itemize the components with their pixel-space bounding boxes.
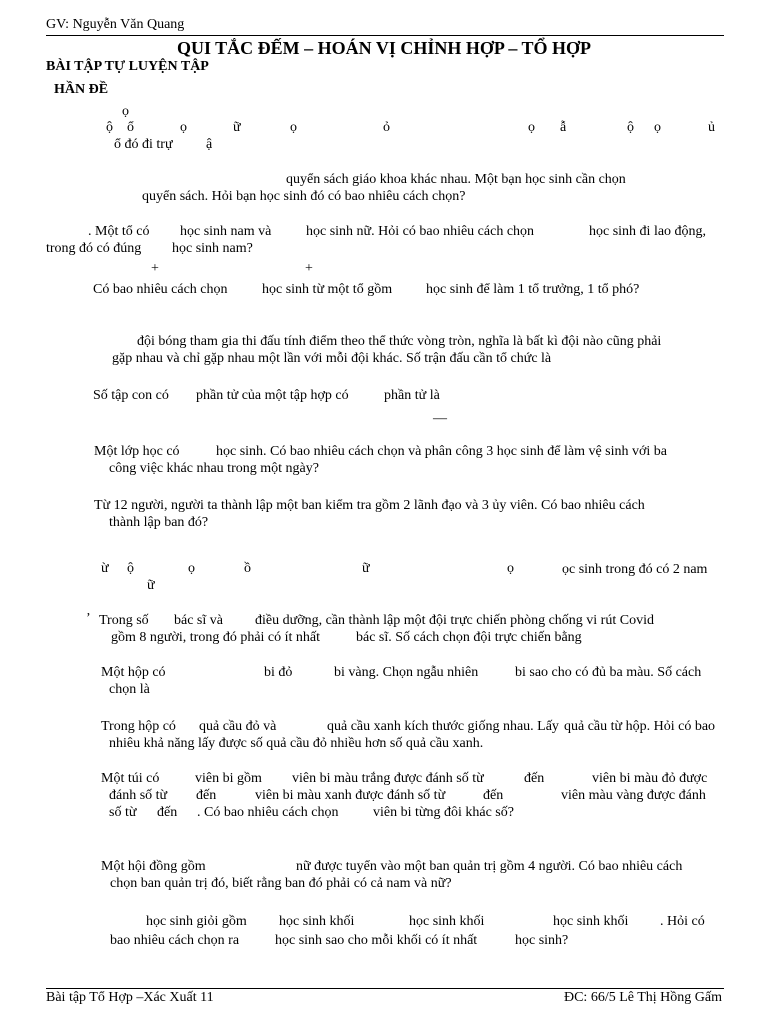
problem-12-text: đến	[524, 771, 545, 786]
problem-14-text: học sinh khối	[553, 914, 629, 929]
intro-frag: ẫ	[560, 120, 567, 135]
intro-frag: ổ đó đi trự	[114, 137, 173, 152]
problem-14-text: học sinh sao cho mỗi khối có ít nhất	[275, 933, 478, 948]
problem-8-frag: ồ	[244, 561, 251, 576]
intro-frag: ọ	[290, 120, 297, 135]
problem-10-text: Một hộp có	[101, 665, 166, 680]
problem-8-frag: ọ	[507, 561, 514, 576]
problem-5-dash: —	[433, 411, 447, 426]
header-teacher: GV: Nguyễn Văn Quang	[46, 17, 185, 32]
intro-frag: ộ	[627, 120, 634, 135]
problem-12-text: Một túi có	[101, 771, 160, 786]
problem-8-frag: ộ	[127, 561, 134, 576]
problem-3-text: học sinh từ một tổ gồm	[262, 282, 393, 297]
problem-9-text: bác sĩ và	[174, 613, 223, 628]
problem-5-text: phần tử của một tập hợp có	[196, 388, 349, 403]
problem-2-text: học sinh nam và	[180, 224, 272, 239]
intro-frag: ộ	[106, 120, 113, 135]
problem-9-text: gồm 8 người, trong đó phải có ít nhất	[111, 630, 321, 645]
problem-8-frag: ọ	[188, 561, 195, 576]
problem-12-text: viên bi màu xanh được đánh số từ	[255, 788, 446, 803]
intro-frag: ậ	[206, 137, 213, 152]
problem-14-text: học sinh khối	[409, 914, 485, 929]
problem-12-text: đánh số từ	[109, 788, 168, 803]
problem-12-text: đến	[196, 788, 217, 803]
problem-13-text: chọn ban quản trị đó, biết rằng ban đó phải có cả nam và nữ?	[110, 876, 452, 891]
plus-sign: +	[305, 261, 313, 276]
problem-13-text: Một hội đồng gồm	[101, 859, 206, 874]
problem-13-text: nữ được tuyển vào một ban quản trị gồm 4 người. Có bao nhiêu cách	[296, 859, 683, 874]
problem-10-text: bi vàng. Chọn ngẫu nhiên	[334, 665, 479, 680]
header-rule	[46, 35, 724, 36]
problem-2-text: . Một tổ có	[88, 224, 150, 239]
problem-9-mark: ’	[86, 611, 91, 626]
problem-10-text: chọn là	[109, 682, 150, 697]
intro-frag: ọ	[654, 120, 661, 135]
problem-12-text: đến	[483, 788, 504, 803]
problem-12-text: viên bi từng đôi khác số?	[373, 805, 514, 820]
problem-5-text: Số tập con có	[93, 388, 169, 403]
problem-11-text: quả cầu xanh kích thước giống nhau. Lấy	[327, 719, 559, 734]
problem-2-text: học sinh đi lao động,	[589, 224, 707, 239]
problem-5-text: phần tử là	[384, 388, 440, 403]
problem-7-line: thành lập ban đó?	[109, 515, 209, 530]
problem-10-text: bi sao cho có đủ ba màu. Số cách	[515, 665, 702, 680]
problem-4-line: gặp nhau và chỉ gặp nhau một lần với mỗi đội khác. Số trận đấu cần tổ chức là	[112, 351, 552, 366]
problem-3-text: Có bao nhiêu cách chọn	[93, 282, 228, 297]
problem-12-text: viên bi màu đỏ được	[592, 771, 708, 786]
problem-12-text: viên bi gồm	[195, 771, 262, 786]
problem-1-line: quyển sách. Hỏi bạn học sinh đó có bao nhiêu cách chọn?	[142, 189, 466, 204]
problem-14-text: học sinh?	[515, 933, 569, 948]
intro-top-mark: ọ	[122, 104, 129, 119]
problem-4-line: đội bóng tham gia thi đấu tính điểm theo thể thức vòng tròn, nghĩa là bất kì đội nào cũng phải	[137, 334, 662, 349]
problem-8-frag: ữ	[147, 578, 155, 593]
problem-10-text: bi đỏ	[264, 665, 293, 680]
problem-6-text: học sinh. Có bao nhiêu cách chọn và phân công 3 học sinh để làm vệ sinh với ba	[216, 444, 668, 459]
problem-14-text: học sinh khối	[279, 914, 355, 929]
footer-right: ĐC: 66/5 Lê Thị Hồng Gấm	[563, 990, 722, 1005]
plus-sign: +	[151, 261, 159, 276]
problem-12-text: số từ	[109, 805, 137, 820]
problem-1-line: quyển sách giáo khoa khác nhau. Một bạn học sinh cần chọn	[286, 172, 626, 187]
problem-11-text: quả cầu đỏ và	[199, 719, 277, 734]
problem-6-text: Một lớp học có	[94, 444, 180, 459]
problem-11-text: nhiêu khả năng lấy được số quả cầu đỏ nhiều hơn số quả cầu xanh.	[109, 736, 484, 751]
problem-2-text: trong đó có đúng	[46, 241, 142, 256]
intro-frag: ọ	[528, 120, 535, 135]
problem-2-text: học sinh nữ. Hỏi có bao nhiêu cách chọn	[306, 224, 535, 239]
problem-6-text: công việc khác nhau trong một ngày?	[109, 461, 319, 476]
section-heading: BÀI TẬP TỰ LUYỆN TẬP	[46, 59, 209, 74]
problem-7-line: Từ 12 người, người ta thành lập một ban kiểm tra gồm 2 lãnh đạo và 3 ủy viên. Có bao nhiêu cách	[94, 498, 645, 513]
footer-rule	[46, 988, 724, 989]
problem-9-text: điều dưỡng, cần thành lập một đội trực chiến phòng chống vi rút Covid	[255, 613, 654, 628]
problem-12-text: viên bi màu trắng được đánh số từ	[292, 771, 484, 786]
intro-frag: ữ	[233, 120, 241, 135]
problem-14-text: bao nhiêu cách chọn ra	[110, 933, 240, 948]
problem-14-text: . Hỏi có	[660, 914, 705, 929]
problem-8-text: ọc sinh trong đó có 2 nam	[562, 562, 708, 577]
footer-left: Bài tập Tổ Hợp –Xác Xuất 11	[46, 990, 214, 1005]
problem-3-text: học sinh để làm 1 tổ trưởng, 1 tổ phó?	[426, 282, 640, 297]
problem-11-text: quả cầu từ hộp. Hỏi có bao	[564, 719, 716, 734]
problem-8-frag: ữ	[362, 561, 370, 576]
problem-14-text: học sinh giỏi gồm	[146, 914, 247, 929]
problem-9-text: bác sĩ. Số cách chọn đội trực chiến bằng	[356, 630, 582, 645]
problem-12-text: . Có bao nhiêu cách chọn	[197, 805, 339, 820]
intro-frag: ọ	[180, 120, 187, 135]
intro-frag: ổ	[127, 120, 134, 135]
intro-frag: ỏ	[383, 120, 390, 135]
problem-2-text: học sinh nam?	[172, 241, 253, 256]
problem-12-text: viên màu vàng được đánh	[561, 788, 706, 803]
problem-12-text: đến	[157, 805, 178, 820]
problem-9-text: Trong số	[99, 613, 149, 628]
intro-frag: ủ	[708, 120, 715, 135]
subsection-heading: HẦN ĐỀ	[54, 82, 109, 97]
problem-8-frag: ừ	[101, 561, 109, 576]
problem-11-text: Trong hộp có	[101, 719, 176, 734]
page-title: QUI TẮC ĐẾM – HOÁN VỊ CHỈNH HỢP – TỔ HỢP	[176, 38, 592, 58]
